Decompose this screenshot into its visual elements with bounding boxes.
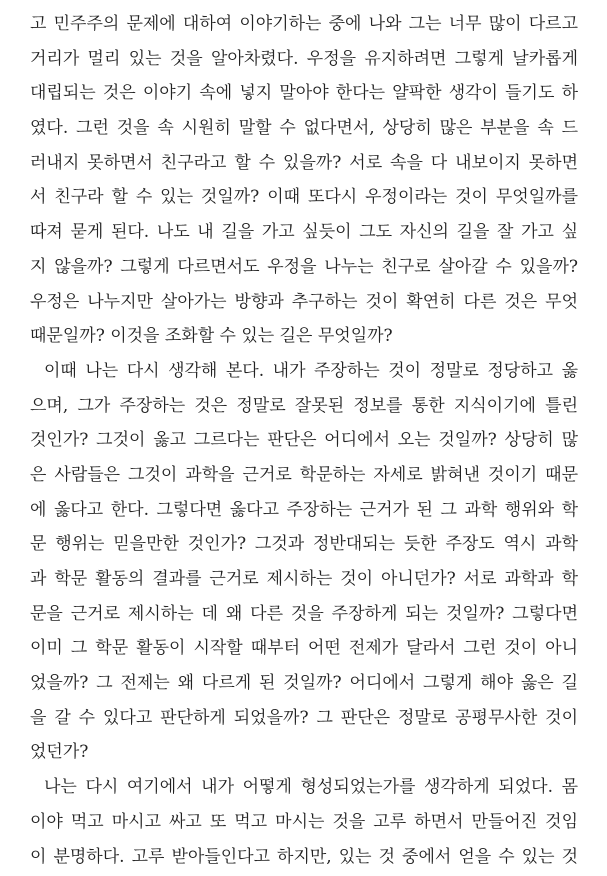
- text-line: 이야 먹고 마시고 싸고 또 먹고 마시는 것을 고루 하면서 만들어진 것임: [30, 811, 578, 832]
- text-line: 문 행위는 믿을만한 것인가? 그것과 정반대되는 듯한 주장도 역시 과학: [30, 534, 578, 555]
- text-line: 따져 묻게 된다. 나도 내 길을 가고 싶듯이 그도 자신의 길을 잘 가고 싶: [30, 222, 578, 243]
- text-line: 고 민주주의 문제에 대하여 이야기하는 중에 나와 그는 너무 많이 다르고: [30, 14, 578, 34]
- paragraph-start-line: 나는 다시 여기에서 내가 어떻게 형성되었는가를 생각하게 되었다. 몸: [44, 777, 578, 798]
- text-line: 이미 그 학문 활동이 시작할 때부터 어떤 전제가 달라서 그런 것이 아니: [30, 638, 578, 659]
- document-page: [30, 7, 578, 874]
- paragraph-end-line: 었던가?: [30, 742, 89, 763]
- text-line: 이 분명하다. 고루 받아들인다고 하지만, 있는 것 중에서 얻을 수 있는 것: [30, 846, 578, 867]
- text-line: 거리가 멀리 있는 것을 알아차렸다. 우정을 유지하려면 그렇게 날카롭게: [30, 48, 578, 69]
- text-line: 러내지 못하면서 친구라고 할 수 있을까? 서로 속을 다 내보이지 못하면: [30, 152, 578, 173]
- paragraph-end-line: 때문일까? 이것을 조화할 수 있는 길은 무엇일까?: [30, 326, 393, 347]
- text-line: 우정은 나누지만 살아가는 방향과 추구하는 것이 확연히 다른 것은 무엇: [30, 291, 578, 312]
- text-line: 였다. 그런 것을 속 시원히 말할 수 없다면서, 상당히 많은 부분을 속 드: [30, 118, 578, 139]
- text-line: 었을까? 그 전제는 왜 다르게 된 것일까? 어디에서 그렇게 해야 옳은 길: [30, 673, 578, 694]
- text-line: 지 않을까? 그렇게 다르면서도 우정을 나누는 친구로 살아갈 수 있을까?: [30, 256, 578, 277]
- text-line: 과 학문 활동의 결과를 근거로 제시하는 것이 아니던가? 서로 과학과 학: [30, 569, 578, 589]
- text-line: 을 갈 수 있다고 판단하게 되었을까? 그 판단은 정말로 공평무사한 것이: [30, 707, 578, 728]
- text-line: 으며, 그가 주장하는 것은 정말로 잘못된 정보를 통한 지식이기에 틀린: [30, 395, 578, 416]
- text-line: 서 친구라 할 수 있는 것일까? 이때 또다시 우정이라는 것이 무엇일까를: [30, 187, 578, 208]
- text-line: 것인가? 그것이 옳고 그르다는 판단은 어디에서 오는 것일까? 상당히 많: [30, 430, 578, 451]
- paragraph-start-line: 이때 나는 다시 생각해 본다. 내가 주장하는 것이 정말로 정당하고 옳: [44, 360, 578, 381]
- text-line: 은 사람들은 그것이 과학을 근거로 학문하는 자세로 밝혀낸 것이기 때문: [30, 464, 578, 485]
- text-line: 에 옳다고 한다. 그렇다면 옳다고 주장하는 근거가 된 그 과학 행위와 학: [30, 499, 578, 520]
- text-line: 대립되는 것은 이야기 속에 넣지 말아야 한다는 얄팍한 생각이 들기도 하: [30, 83, 578, 104]
- text-line: 문을 근거로 제시하는 데 왜 다른 것을 주장하게 되는 것일까? 그렇다면: [30, 603, 578, 624]
